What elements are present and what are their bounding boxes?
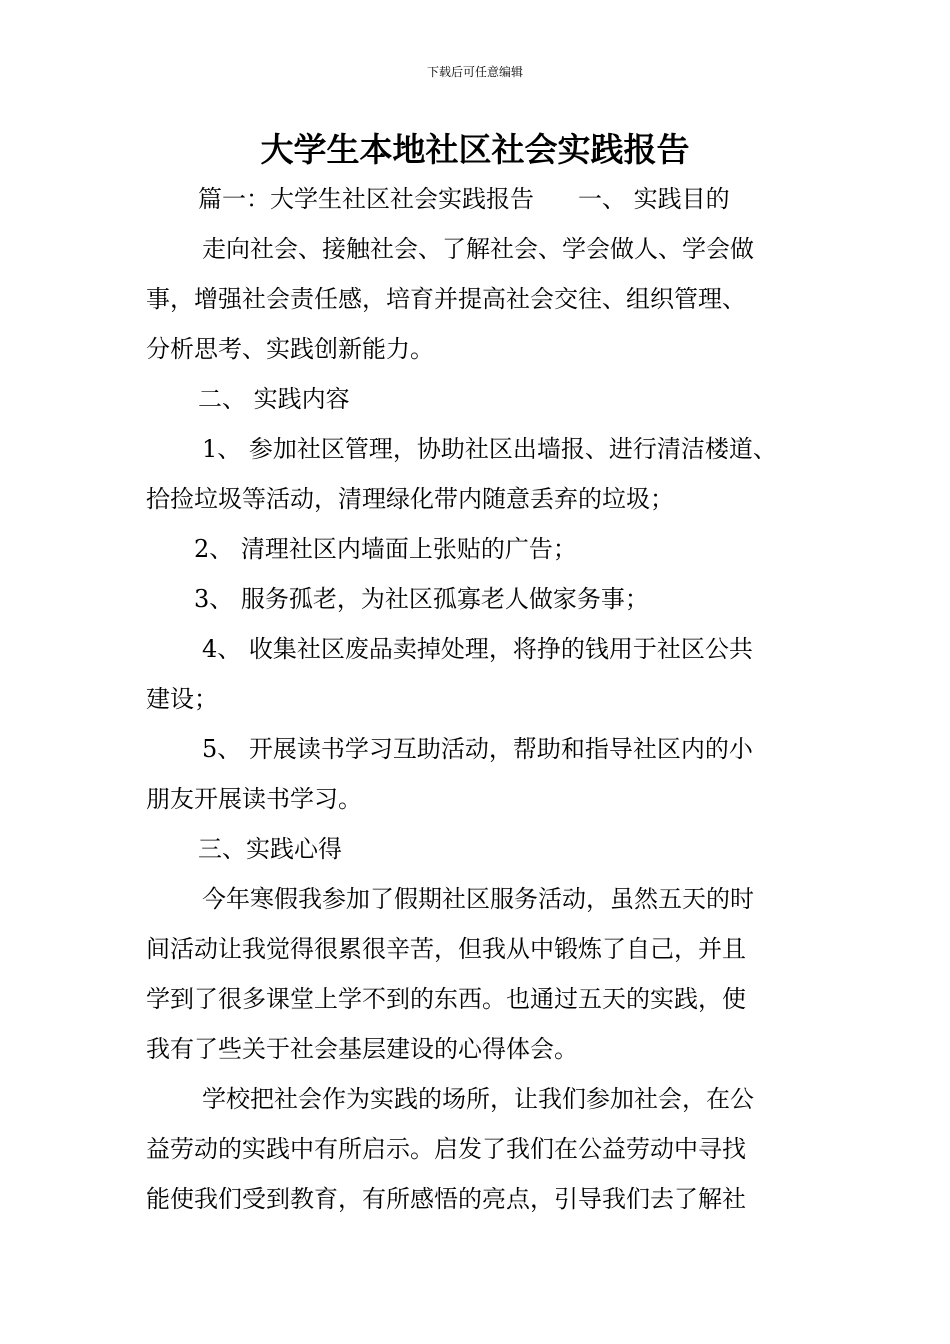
- list-item: 4、 收集社区废品卖掉处理，将挣的钱用于社区公共: [202, 635, 753, 663]
- paragraph-line: 能使我们受到教育，有所感悟的亮点，引导我们去了解社: [146, 1185, 746, 1213]
- section-heading-2: 二、 实践内容: [198, 385, 350, 413]
- list-item: 5、 开展读书学习互助活动，帮助和指导社区内的小: [202, 735, 753, 763]
- paragraph-line: 我有了些关于社会基层建设的心得体会。: [146, 1035, 578, 1063]
- section-heading-3: 三、实践心得: [198, 835, 342, 863]
- list-item: 3、 服务孤老，为社区孤寡老人做家务事；: [194, 585, 649, 613]
- paragraph-line: 益劳动的实践中有所启示。启发了我们在公益劳动中寻找: [146, 1135, 746, 1163]
- paragraph-line: 朋友开展读书学习。: [146, 785, 362, 813]
- page-title: 大学生本地社区社会实践报告: [260, 130, 690, 169]
- header-note: 下载后可任意编辑: [426, 65, 523, 79]
- paragraph-line: [146, 174, 811, 224]
- section-intro-text: 篇一：大学生社区社会实践报告: [198, 185, 534, 213]
- list-item: 2、 清理社区内墙面上张贴的广告；: [194, 535, 577, 563]
- paragraph-line: 间活动让我觉得很累很辛苦，但我从中锻炼了自己，并且: [146, 935, 746, 963]
- document-body: [146, 174, 811, 1224]
- paragraph-line: 学到了很多课堂上学不到的东西。也通过五天的实践，使: [146, 985, 746, 1013]
- paragraph-line: 拾捡垃圾等活动，清理绿化带内随意丢弃的垃圾；: [146, 485, 674, 513]
- paragraph-line: 事，增强社会责任感，培育并提高社会交往、组织管理、: [146, 285, 746, 313]
- paragraph-line: 建设；: [146, 685, 218, 713]
- list-item: 1、 参加社区管理，协助社区出墙报、进行清洁楼道、: [202, 435, 777, 463]
- paragraph-line: 学校把社会作为实践的场所，让我们参加社会，在公: [202, 1085, 754, 1113]
- paragraph-line: 今年寒假我参加了假期社区服务活动，虽然五天的时: [202, 885, 754, 913]
- section-heading-1: 一、 实践目的: [578, 185, 730, 213]
- paragraph-line: 分析思考、实践创新能力。: [146, 335, 434, 363]
- paragraph-line: 走向社会、接触社会、了解社会、学会做人、学会做: [202, 235, 754, 263]
